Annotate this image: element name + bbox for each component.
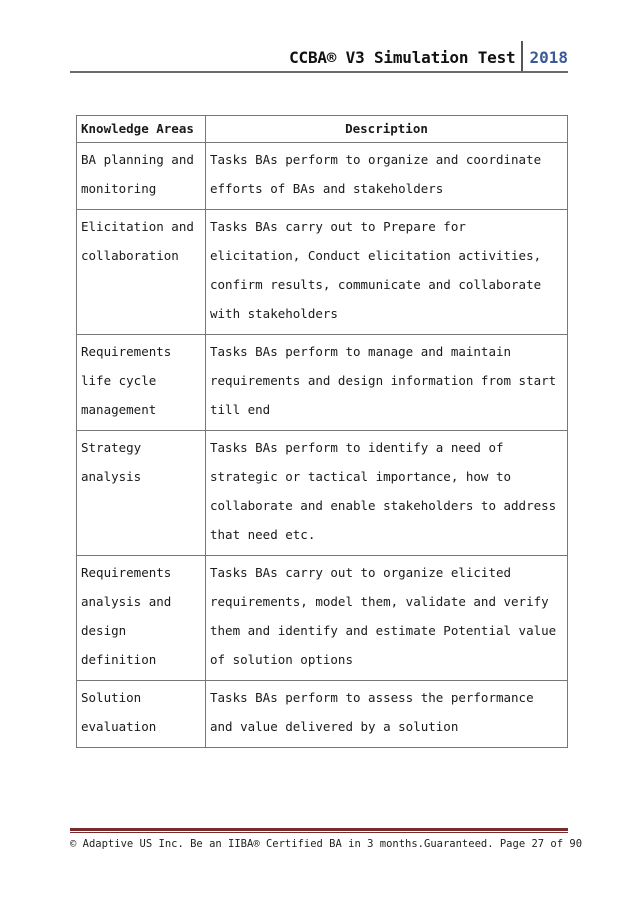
- knowledge-area-cell: Strategy analysis: [77, 431, 206, 556]
- description-cell: Tasks BAs perform to organize and coordinate efforts of BAs and stakeholders: [206, 143, 568, 210]
- header-separator: [521, 41, 523, 73]
- document-title: CCBA® V3 Simulation Test: [289, 47, 516, 67]
- table-row: [77, 335, 568, 431]
- description-cell: Tasks BAs perform to identify a need of strategic or tactical importance, how to collaborate and enable stakeholders to address that need etc.: [206, 431, 568, 556]
- table-row: [77, 143, 568, 210]
- table-header-row: [77, 116, 568, 143]
- knowledge-area-cell: Requirements analysis and design definition: [77, 556, 206, 681]
- description-cell: Tasks BAs carry out to Prepare for elicitation, Conduct elicitation activities, confirm results, communicate and collaborate with stakeholders: [206, 210, 568, 335]
- footer-divider-thick: [70, 828, 568, 831]
- table-row: [77, 556, 568, 681]
- document-year: 2018: [529, 47, 568, 67]
- description-cell: Tasks BAs carry out to organize elicited requirements, model them, validate and verify them and identify and estimate Potential value of solution options: [206, 556, 568, 681]
- description-cell: Tasks BAs perform to assess the performance and value delivered by a solution: [206, 681, 568, 748]
- knowledge-area-cell: Solution evaluation: [77, 681, 206, 748]
- column-header-knowledge-areas: Knowledge Areas: [77, 116, 206, 143]
- knowledge-area-cell: BA planning and monitoring: [77, 143, 206, 210]
- table-row: [77, 681, 568, 748]
- page-footer: © Adaptive US Inc. Be an IIBA® Certified BA in 3 months.Guaranteed. Page 27 of 90: [70, 838, 583, 850]
- table-row: [77, 210, 568, 335]
- column-header-description: Description: [206, 116, 568, 143]
- knowledge-areas-table: [76, 115, 568, 748]
- knowledge-area-cell: Requirements life cycle management: [77, 335, 206, 431]
- knowledge-area-cell: Elicitation and collaboration: [77, 210, 206, 335]
- description-cell: Tasks BAs perform to manage and maintain requirements and design information from start till end: [206, 335, 568, 431]
- footer-divider-thin: [70, 832, 568, 833]
- header-divider: [70, 71, 568, 73]
- table-row: [77, 431, 568, 556]
